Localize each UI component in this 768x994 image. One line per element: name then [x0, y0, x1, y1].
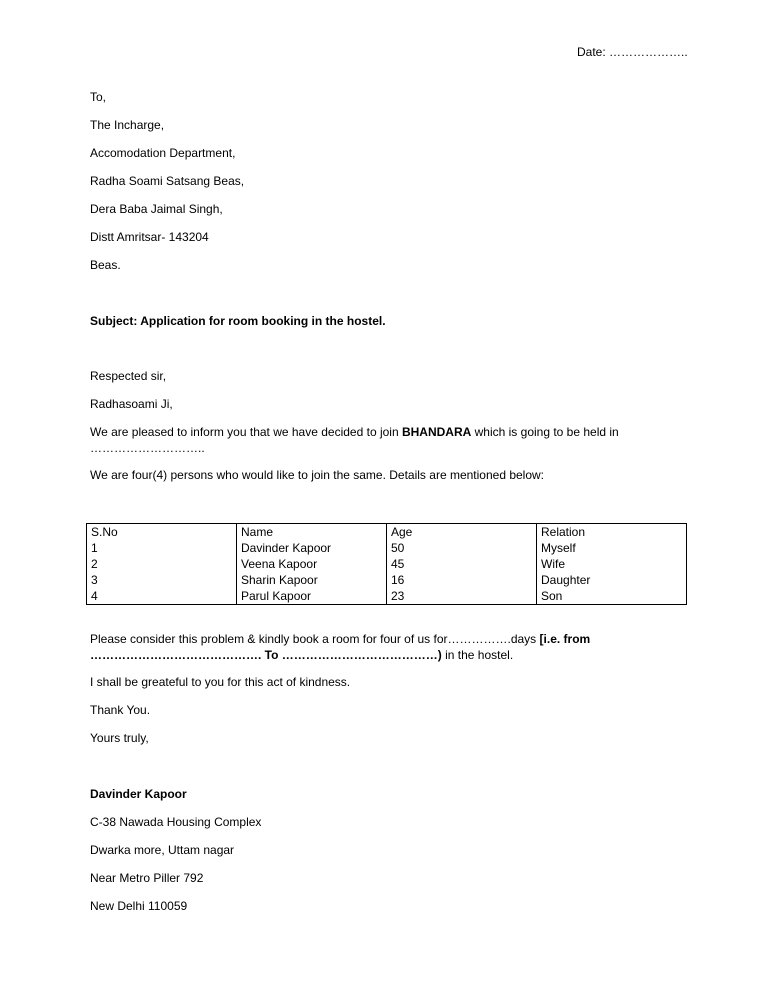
- cell-name: Veena Kapoor: [237, 556, 387, 572]
- date-label: Date: ………………..: [577, 45, 688, 59]
- intro-paragraph: [90, 425, 619, 440]
- cell-name: Sharin Kapoor: [237, 572, 387, 588]
- cell-sno: 1: [87, 540, 237, 556]
- table-row: [87, 588, 687, 605]
- intro-text-after: which is going to be held in: [471, 425, 619, 439]
- cell-age: 23: [387, 588, 537, 605]
- intro-blank-dots: ………………………..: [90, 441, 205, 455]
- greeting: Radhasoami Ji,: [90, 397, 173, 411]
- header-sno: S.No: [87, 524, 237, 541]
- persons-table: [86, 523, 687, 605]
- sender-address-line: New Delhi 110059: [90, 899, 188, 913]
- table-row: [87, 540, 687, 556]
- cell-sno: 4: [87, 588, 237, 605]
- table-row: [87, 556, 687, 572]
- cell-relation: Wife: [537, 556, 687, 572]
- cell-relation: Myself: [537, 540, 687, 556]
- header-relation: Relation: [537, 524, 687, 541]
- thanks-line: Thank You.: [90, 703, 151, 717]
- request-paragraph-line2: [90, 648, 513, 663]
- cell-relation: Daughter: [537, 572, 687, 588]
- persons-paragraph: We are four(4) persons who would like to join the same. Details are mentioned below:: [90, 468, 545, 482]
- address-line-recipient: The Incharge,: [90, 118, 165, 132]
- header-name: Name: [237, 524, 387, 541]
- address-line-district: Distt Amritsar- 143204: [90, 230, 209, 244]
- cell-age: 45: [387, 556, 537, 572]
- address-line-organization: Radha Soami Satsang Beas,: [90, 174, 245, 188]
- header-age: Age: [387, 524, 537, 541]
- address-line-to: To,: [90, 90, 107, 104]
- request-text: Please consider this problem & kindly book a room for four of us for…………….days: [90, 632, 540, 646]
- signature-name: Davinder Kapoor: [90, 787, 187, 801]
- address-line-street: Dera Baba Jaimal Singh,: [90, 202, 223, 216]
- closing-line: Yours truly,: [90, 731, 149, 745]
- event-name: BHANDARA: [401, 425, 472, 439]
- cell-sno: 2: [87, 556, 237, 572]
- address-line-department: Accomodation Department,: [90, 146, 236, 160]
- cell-age: 50: [387, 540, 537, 556]
- cell-sno: 3: [87, 572, 237, 588]
- cell-relation: Son: [537, 588, 687, 605]
- request-text-end: in the hostel.: [441, 648, 514, 662]
- cell-age: 16: [387, 572, 537, 588]
- sender-address-line: Near Metro Piller 792: [90, 871, 204, 885]
- request-date-from: [i.e. from: [539, 632, 591, 646]
- intro-text-before: We are pleased to inform you that we have decided to join: [90, 425, 402, 439]
- cell-name: Davinder Kapoor: [237, 540, 387, 556]
- table-header-row: [87, 524, 687, 541]
- request-paragraph-line1: [90, 632, 590, 647]
- address-line-city: Beas.: [90, 258, 121, 272]
- cell-name: Parul Kapoor: [237, 588, 387, 605]
- gratitude-paragraph: I shall be greateful to you for this act of kindness.: [90, 675, 351, 689]
- subject-line: Subject: Application for room booking in the hostel.: [90, 314, 386, 328]
- salutation: Respected sir,: [90, 369, 167, 383]
- sender-address-line: C-38 Nawada Housing Complex: [90, 815, 262, 829]
- table-row: [87, 572, 687, 588]
- sender-address-line: Dwarka more, Uttam nagar: [90, 843, 235, 857]
- request-date-range: ……………………………………. To …………………………………): [90, 648, 442, 662]
